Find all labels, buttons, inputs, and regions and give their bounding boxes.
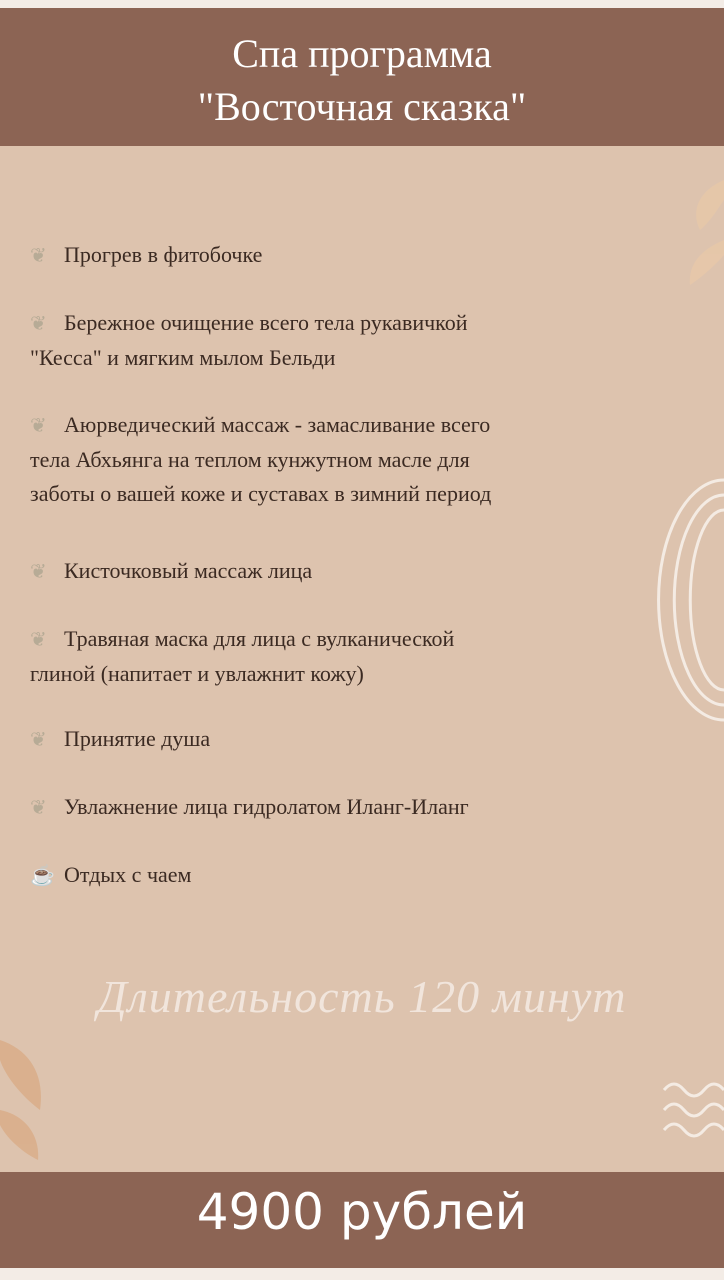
list-item bbox=[30, 238, 700, 273]
leaf-icon: ❦ bbox=[30, 313, 47, 335]
list-item-text: Травяная маска для лица с вулканической bbox=[64, 626, 455, 651]
list-item bbox=[30, 858, 700, 893]
program-title-line2: "Восточная сказка" bbox=[197, 84, 527, 129]
tea-cup-icon: ☕ bbox=[30, 865, 55, 887]
leaf-icon: ❦ bbox=[30, 245, 47, 267]
list-item bbox=[30, 554, 700, 589]
list-item-text: Увлажнение лица гидролатом Иланг-Иланг bbox=[64, 794, 469, 819]
list-item bbox=[30, 622, 700, 691]
list-item bbox=[30, 408, 700, 511]
header-band bbox=[0, 8, 724, 146]
price-text: 4900 рублей bbox=[196, 1183, 528, 1241]
leaf-icon: ❦ bbox=[30, 797, 47, 819]
list-item bbox=[30, 790, 700, 825]
list-item-text: тела Абхьянга на теплом кунжутном масле для bbox=[30, 447, 470, 472]
list-item-text: Аюрведический массаж - замасливание всего bbox=[64, 412, 491, 437]
list-item-text: заботы о вашей коже и суставах в зимний период bbox=[30, 481, 492, 506]
leaf-branch-left-bottom-icon bbox=[0, 1040, 41, 1160]
list-item-text: Кисточковый массаж лица bbox=[64, 558, 313, 583]
leaf-icon: ❦ bbox=[30, 729, 47, 751]
wave-lines-icon bbox=[664, 1084, 724, 1136]
list-item-text: Принятие душа bbox=[64, 726, 211, 751]
leaf-icon: ❦ bbox=[30, 561, 47, 583]
list-item bbox=[30, 722, 700, 757]
list-item-text: Прогрев в фитобочке bbox=[64, 242, 263, 267]
list-item bbox=[30, 306, 700, 375]
price-band bbox=[0, 1172, 724, 1268]
program-title-line1: Спа программа bbox=[232, 31, 492, 76]
leaf-icon: ❦ bbox=[30, 415, 47, 437]
list-item-text: "Кесса" и мягким мылом Бельди bbox=[30, 345, 336, 370]
list-item-text: Бережное очищение всего тела рукавичкой bbox=[64, 310, 468, 335]
list-item-text: глиной (напитает и увлажнит кожу) bbox=[30, 661, 364, 686]
duration-text: Длительность 120 минут bbox=[97, 971, 627, 1022]
list-item-text: Отдых с чаем bbox=[64, 862, 192, 887]
leaf-icon: ❦ bbox=[30, 629, 47, 651]
bottom-strip bbox=[0, 1268, 724, 1280]
